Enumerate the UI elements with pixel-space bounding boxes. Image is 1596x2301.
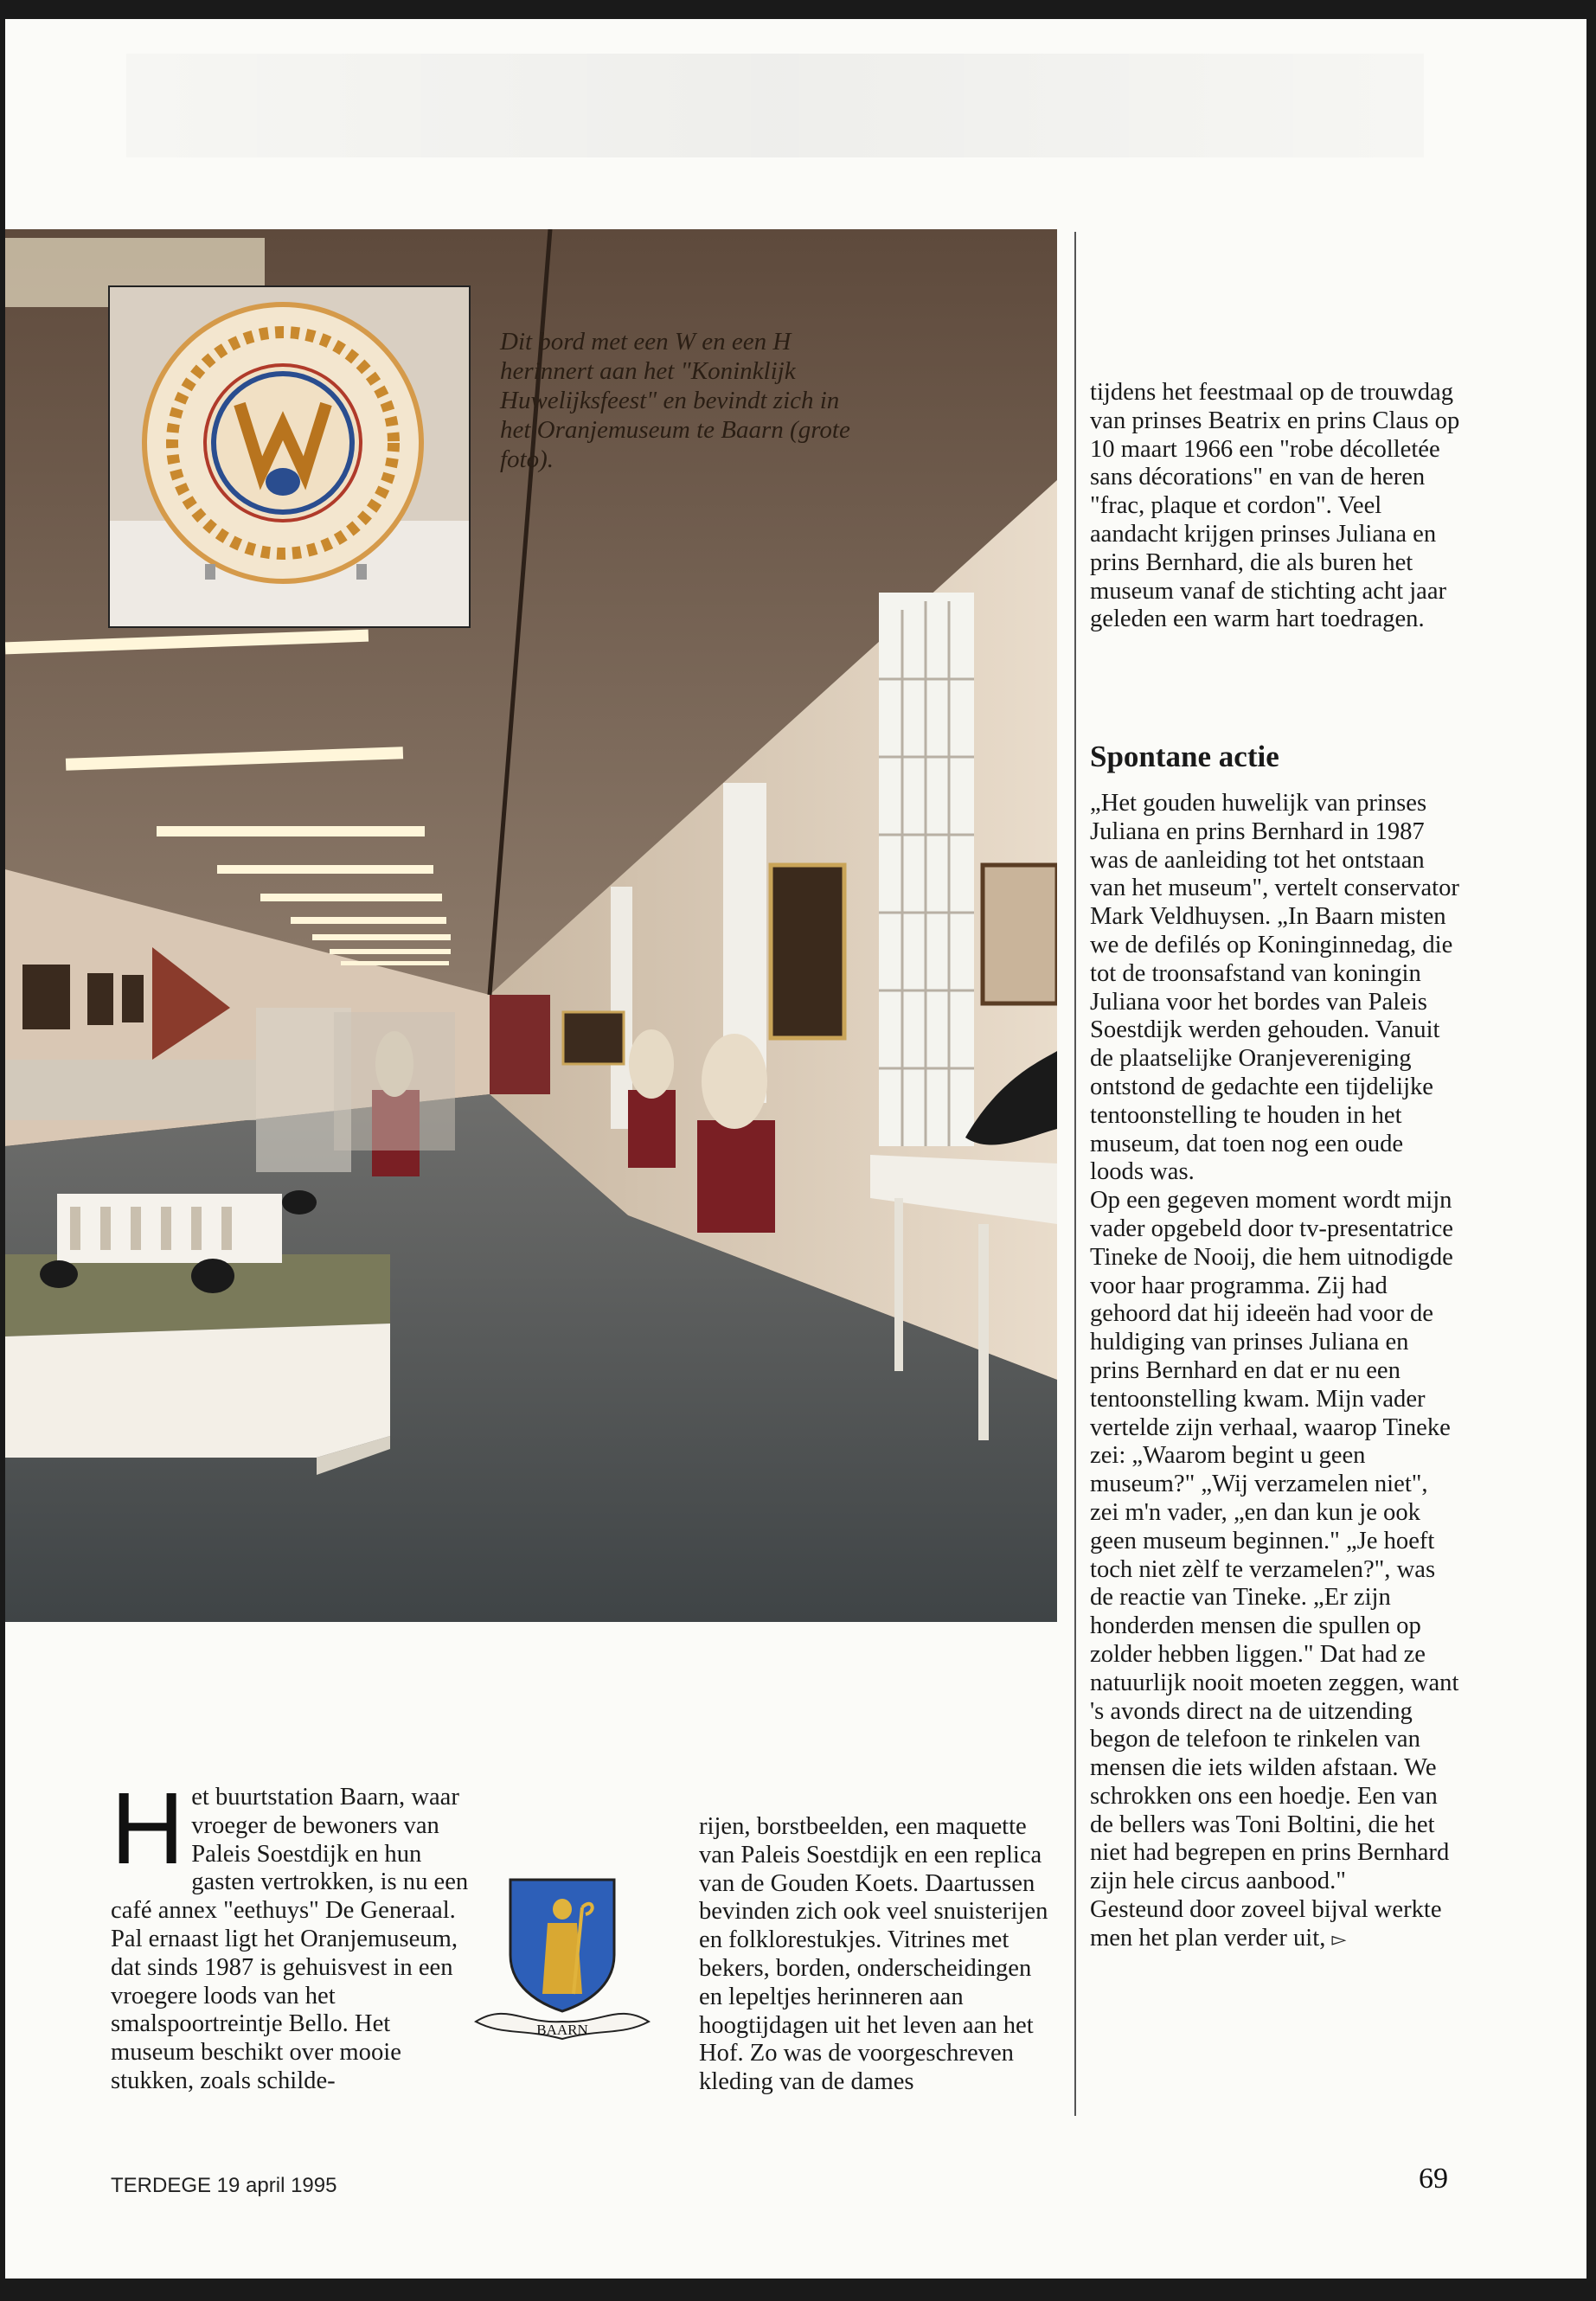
paragraph-text: Gesteund door zoveel bijval werkte men het plan verder uit, — [1090, 1896, 1442, 1952]
tall-window — [879, 593, 974, 1146]
bleed-through-band — [126, 54, 1424, 157]
column-divider — [1074, 232, 1076, 2116]
article-column-right-top — [1090, 379, 1462, 634]
article-column-middle — [699, 1813, 1054, 2097]
plate-inset-photo — [108, 285, 471, 628]
section-heading: Spontane actie — [1090, 740, 1279, 773]
article-column-right — [1090, 790, 1462, 1954]
article-column-left — [111, 1772, 474, 2096]
paragraph — [1090, 1896, 1462, 1954]
paragraph: rijen, borstbeelden, een maquette van Paleis Soestdijk en een replica van de Gouden Koets. Daartussen bevinden zich ook veel snuisterijen en folklorestukjes. Vitrines met bekers, borden, onderscheidingen en lepeltjes herinneren aan hoogtijdagen uit het leven aan het Hof. Zo was de voorgeschreven kleding van de dames — [699, 1813, 1048, 2096]
continue-arrow-icon: ▻ — [1331, 1927, 1347, 1950]
paragraph: Op een gegeven moment wordt mijn vader opgebeld door tv-presentatrice Tineke de Nooij, die hem uitnodigde voor haar programma. Zij had gehoord dat hij ideeën had voor de huldiging van prinses Juliana en prins Bernhard en dat er nu een tentoonstelling kwam. Mijn vader vertelde zijn verhaal, waarop Tineke zei: „Waarom begint u geen museum?" „Wij verzamelen niet", zei m'n vader, „en dan kun je ook geen museum beginnen." „Je hoeft toch niet zèlf te verzamelen?", was de reactie van Tineke. „Er zijn honderden mensen die spullen op zolder hebben liggen." Dat had ze natuurlijk nooit moeten zeggen, want 's avonds direct na de uitzending begon de telefoon te rinkelen van mensen die iets wilden afstaan. We schrokken ons een hoedje. Een van de bellers was Toni Boltini, die het niet had begrepen en prins Bernhard zijn hele circus aanbood." — [1090, 1187, 1459, 1895]
baarn-coat-of-arms — [471, 1873, 653, 2046]
paragraph: tijdens het feestmaal op de trouwdag van prinses Beatrix en prins Claus op 10 maart 1966 een "robe décolletée sans décorations" en van de heren "frac, plaque et cordon". Veel aandacht krijgen prinses Juliana en prins Bernhard, die als buren het museum vanaf de stichting acht jaar geleden een warm hart toedragen. — [1090, 379, 1460, 633]
drop-cap: H — [111, 1772, 185, 1886]
paragraph: et buurtstation Baarn, waar vroeger de bewoners van Paleis Soestdijk en hun gasten vertrokken, is nu een café annex "eethuys" De Generaal. Pal ernaast ligt het Oranjemuseum, dat sinds 1987 is gehuisvest in een vroegere loods van het smalspoortreintje Bello. Het museum beschikt over mooie stukken, zoals schilde- — [111, 1784, 469, 2094]
publication-footer: TERDEGE 19 april 1995 — [111, 2174, 337, 2197]
photo-caption: Dit bord met een W en een H herinnert aan het "Koninklijk Huwelijksfeest" en bevindt zich in het Oranjemuseum te Baarn (grote foto). — [500, 328, 850, 473]
paragraph: „Het gouden huwelijk van prinses Juliana en prins Bernhard in 1987 was de aanleiding tot het ontstaan van het museum", vertelt conservator Mark Veldhuysen. „In Baarn misten we de defilés op Koninginnedag, die tot de troonsafstand van koningin Juliana voor het bordes van Paleis Soestdijk werden gehouden. Vanuit de plaatselijke Oranjevereniging ontstond de gedachte een tijdelijke tentoonstelling te houden in het museum, dat toen nog een oude loods was. — [1090, 790, 1459, 1186]
page-number: 69 — [1419, 2163, 1448, 2195]
crest-label: BAARN — [536, 2022, 588, 2038]
